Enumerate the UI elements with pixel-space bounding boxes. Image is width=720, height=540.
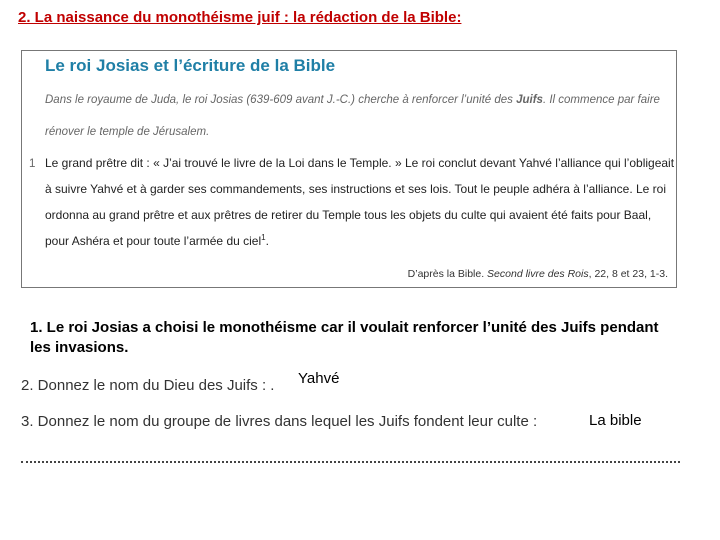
- answer-1: 1. Le roi Josias a choisi le monothéisme car il voulait renforcer l’unité des Juifs pendant les invasions.: [30, 319, 659, 356]
- document-heading: Le roi Josias et l’écriture de la Bible: [45, 56, 336, 75]
- document-quote: Le grand prêtre dit : « J’ai trouvé le livre de la Loi dans le Temple. » Le roi conclut devant Yahvé l’alliance qui l’obligeait à suivre Yahvé et à garder ses commandements, ses instructions et ses lois. Tout le peuple adhéra à l’alliance. Le roi ordonna au grand prêtre et aux prêtres de retirer du Temple tous les objets du culte qui avaient été faits pour Baal, pour Ashéra et pour toute l’armée du ciel$^1$.: [45, 156, 675, 248]
- intro-text-start: Dans le royaume de Juda, le roi Josias (639-609 avant J.-C.) cherche à renforcer l’unité des: [45, 94, 517, 106]
- document-box: [21, 50, 677, 288]
- document-intro: [45, 84, 670, 148]
- page-title: 2. La naissance du monothéisme juif : la rédaction de la Bible:: [18, 9, 462, 26]
- question-2: 2. Donnez le nom du Dieu des Juifs : .: [21, 377, 275, 394]
- document-source: [408, 268, 668, 280]
- source-prefix: D’après la Bible.: [407, 268, 488, 280]
- answer-3: La bible: [589, 412, 642, 429]
- source-book: Second livre des Rois: [487, 268, 589, 280]
- question-3: 3. Donnez le nom du groupe de livres dans lequel les Juifs fondent leur culte :: [21, 413, 538, 430]
- quote-text: Le grand prêtre dit : « J’ai trouvé le livre de la Loi dans le Temple. » Le roi conclut devant Yahvé l’alliance qui l’obligeait à suivre Yahvé et à garder ses commandements, ses instructions et ses lois. Tout le peuple adhéra à l’alliance. Le roi ordonna au grand prêtre et aux prêtres de retirer du Temple tous les objets du culte qui avaient été faits pour Baal, pour Ashéra et pour toute l’armée du ciel: [45, 156, 675, 248]
- source-reference: , 22, 8 et 23, 1-3.: [588, 268, 668, 280]
- dotted-answer-line: [21, 451, 680, 463]
- line-number: 1: [29, 158, 36, 170]
- intro-text-end: . Il commence par faire rénover le temple de Jérusalem.: [45, 94, 660, 138]
- intro-bold-word: Juifs: [516, 94, 543, 106]
- footnote-mark: 1: [261, 233, 266, 242]
- answer-2: Yahvé: [298, 370, 340, 387]
